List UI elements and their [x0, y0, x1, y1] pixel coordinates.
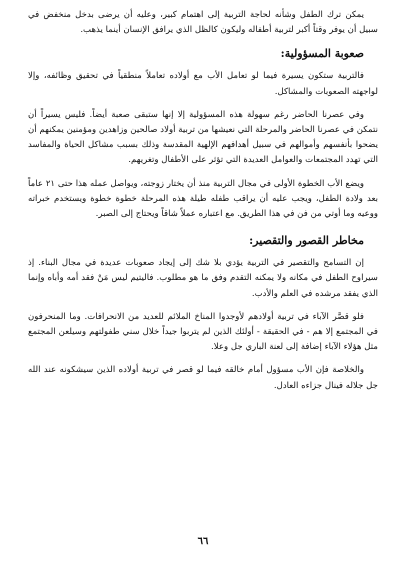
- heading-dangers-of-negligence: مخاطر القصور والتقصير:: [249, 234, 364, 248]
- intro-paragraph: يمكن ترك الطفل وشأنه لحاجة التربية إلى اهتمام كبير، وعليه أن يرضى بدخل منخفض في سبيل أن يوفر وقتاً أكبر لتربية أطفاله وليكون كالظل الذي يرافق الإنسان أينما يذهب.: [28, 10, 378, 36]
- paragraph-dangers-2: فلو قصَّر الآباء في تربية أولادهم لأوجدوا المناخ الملائم للعديد من الانحرافات. وما المنحرفون في المجتمع إلا هم - في الحقيقة - أولئك الذين لم يتربوا جيداً خلال سني طفولتهم وسيلعن المجتمع مثل هؤلاء الآباء إضافة إلى لعنة الباري جل وعلا.: [28, 311, 378, 353]
- page-number: ٦٦: [197, 536, 209, 547]
- book-page: [28, 8, 378, 549]
- heading-difficulty-of-responsibility: صعوبة المسؤولية:: [280, 47, 364, 61]
- paragraph-difficulty-3: ويضع الأب الخطوة الأولى في مجال التربية منذ أن يختار زوجته، ويواصل عمله هذا حتى ٢١ عاماً بعد ولادة الطفل، ويجب عليه أن يراقب طفله طيلة هذه المرحلة خطوة خطوة ويستخدم خبراته ووعيه وما أوتي من فن في هذا الطريق. مع اعتباره عملاً شاقاً ويحتاج إلى الصبر.: [28, 178, 378, 220]
- paragraph-difficulty-1: فالتربية ستكون يسيرة فيما لو تعامل الأب مع أولاده تعاملاً منطقياً في تحقيق وظائفه، وإلا لواجهته الصعوبات والمشاكل.: [28, 71, 378, 97]
- paragraph-dangers-3: والخلاصة فإن الأب مسؤول أمام خالقه فيما لو قصر في تربية أولاده الذين سيشكونه عند الله جل جلاله فينال جزاءه العادل.: [28, 365, 378, 391]
- paragraph-difficulty-2: وفي عصرنا الحاضر رغم سهولة هذه المسؤولية إلا إنها ستبقى صعبة أيضاً. فليس يسيراً أن نتمكن في عصرنا الحاضر والمرحلة التي نعيشها من تربية أولاد صالحين وزاهدين ومؤمنين يمكنهم أن يضحوا بأنفسهم وأموالهم في سبيل أهدافهم الإلهية المقدسة وذلك بسبب مشاكل الحياة والمفاسد التي تهدد المجتمعات والعوامل العديدة التي تؤثر على الأطفال وتغريهم.: [28, 109, 378, 166]
- paragraph-dangers-1: إن التسامح والتقصير في التربية يؤدي بلا شك إلى إيجاد صعوبات عديدة في مجال البناء. إذ سيراوح الطفل في مكانه ولا يمكنه التقدم وفق ما هو مطلوب. فاليتيم ليس مَنْ فقد أمه وأباه وإنما الذي يفقد مرشده في العلم والأدب.: [28, 258, 378, 299]
